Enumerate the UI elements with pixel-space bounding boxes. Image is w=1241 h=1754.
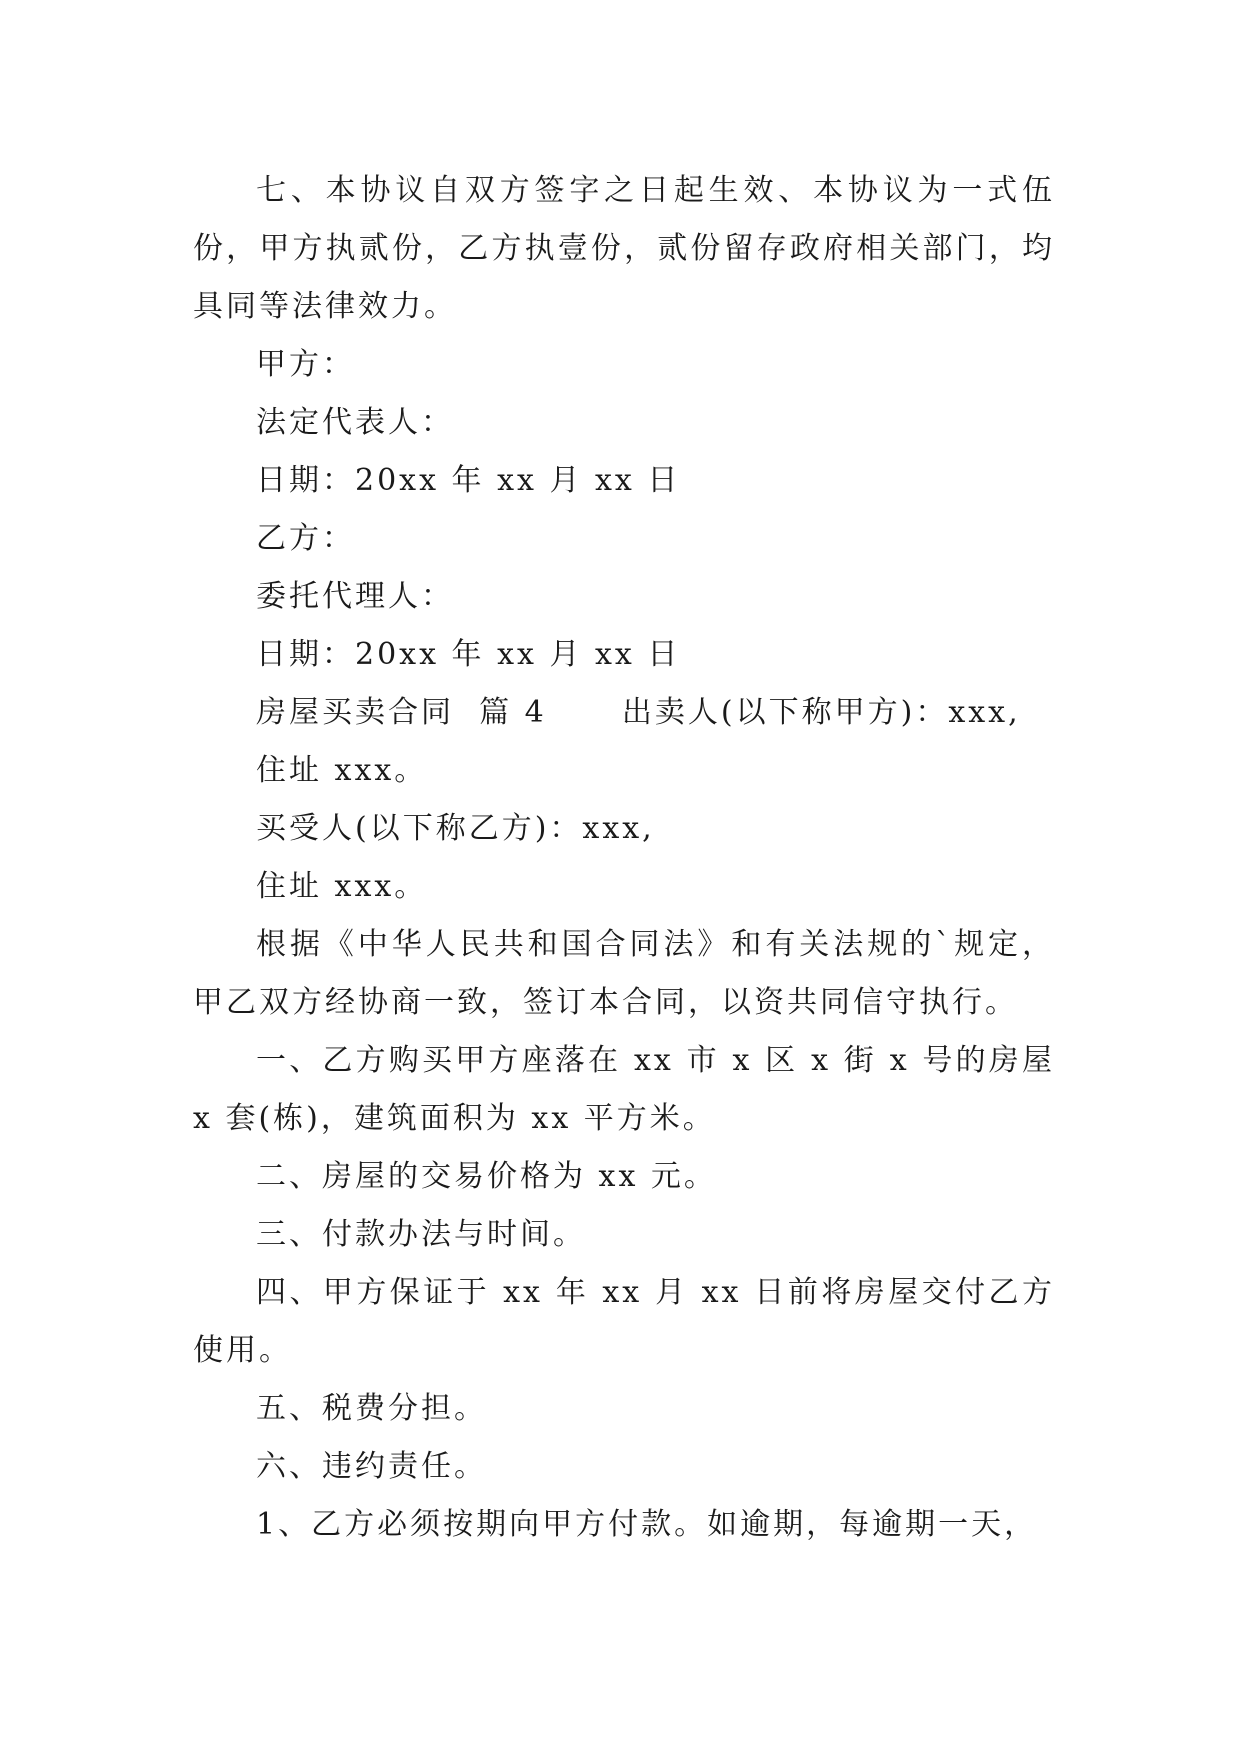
clause-five-taxes: 五、税费分担。 [256, 1391, 487, 1426]
authorized-agent-label: 委托代理人： [256, 579, 454, 614]
seller-address: 住址 xxx。 [256, 753, 428, 788]
clause-four-delivery: 四、甲方保证于 xx 年 xx 月 xx 日前将房屋交付乙方使用。 [193, 1275, 1055, 1368]
clause-two-price: 二、房屋的交易价格为 xx 元。 [256, 1159, 717, 1194]
clause-three-payment: 三、付款办法与时间。 [256, 1217, 586, 1252]
buyer-address: 住址 xxx。 [256, 869, 428, 904]
party-a-label: 甲方： [256, 347, 355, 382]
document-body [193, 162, 1068, 1554]
buyer: 买受人(以下称乙方)：xxx, [256, 811, 655, 846]
liability-item-one: 1、乙方必须按期向甲方付款。如逾期，每逾期一天， [256, 1507, 1038, 1542]
clause-six-liability: 六、违约责任。 [256, 1449, 487, 1484]
legal-basis: 根据《中华人民共和国合同法》和有关法规的`规定，甲乙双方经协商一致，签订本合同，以资共同信守执行。 [193, 927, 1055, 1020]
party-b-label: 乙方： [256, 521, 355, 556]
party-a-date: 日期：20xx 年 xx 月 xx 日 [256, 463, 681, 498]
legal-representative-label: 法定代表人： [256, 405, 454, 440]
clause-seven-effectiveness: 七、本协议自双方签字之日起生效、本协议为一式伍份，甲方执贰份，乙方执壹份，贰份留存政府相关部门，均具同等法律效力。 [193, 173, 1055, 324]
clause-one-property: 一、乙方购买甲方座落在 xx 市 x 区 x 街 x 号的房屋 x 套(栋)，建筑面积为 xx 平方米。 [193, 1043, 1068, 1136]
party-b-date: 日期：20xx 年 xx 月 xx 日 [256, 637, 681, 672]
contract-4-seller: 房屋买卖合同 篇 4 出卖人(以下称甲方)：xxx, [256, 695, 1021, 730]
